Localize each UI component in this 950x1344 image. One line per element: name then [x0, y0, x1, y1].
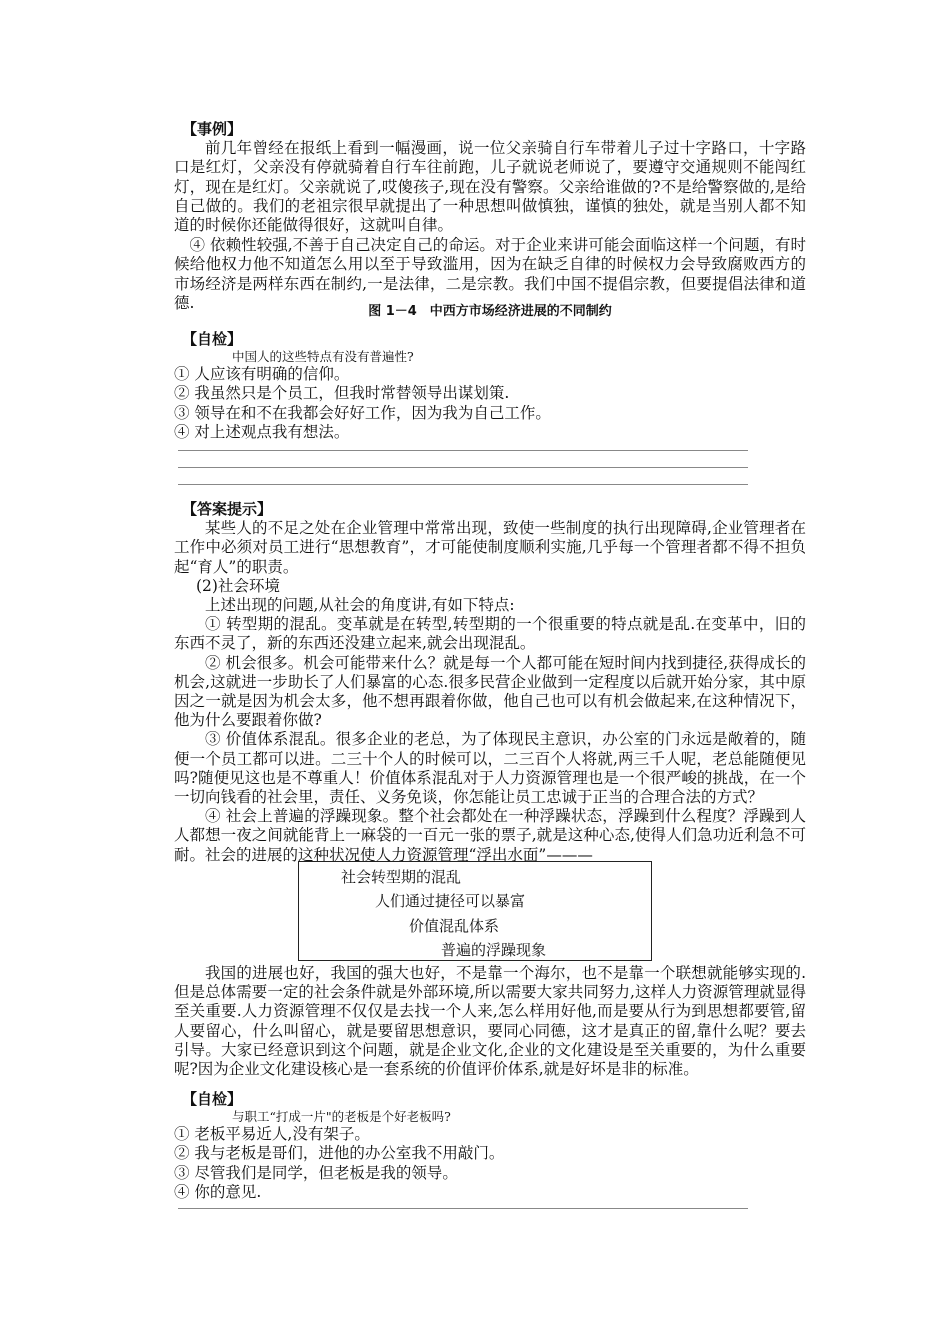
case-paragraph: 前几年曾经在报纸上看到一幅漫画，说一位父亲骑自行车带着儿子过十字路口，十字路口是红灯，父亲没有停就骑着自行车往前跑，儿子就说老师说了，要遵守交通规则不能闯红灯，现在是红灯。父亲就说了,哎傻孩子,现在没有警察。父亲给谁做的?不是给警察做的,是给自己做的。我们的老祖宗很早就提出了一种思想叫做慎独，谨慎的独处，就是当别人都不知道的时候你还能做得很好，这就叫自律。 [174, 139, 806, 235]
selfcheck-item: ③ 尽管我们是同学，但老板是我的领导。 [174, 1163, 458, 1182]
figure-caption: 图 1－4 中西方市场经济进展的不同制约 [368, 304, 612, 319]
case-paragraph-dependence: ④ 依赖性较强,不善于自己决定自己的命运。对于企业来讲可能会面临这样一个问题，有时候给他权力他不知道怎么用以至于导致滥用，因为在缺乏自律的时候权力会导致腐败西方的市场经济是两样东西在制约,一是法律，二是宗教。我们中国不提倡宗教，但要提倡法律和道德. [174, 236, 806, 312]
case-section [174, 120, 806, 313]
point-impetuosity: ④ 社会上普遍的浮躁现象。整个社会都处在一种浮躁状态，浮躁到什么程度？浮躁到人人都想一夜之间就能背上一麻袋的一百元一张的票子,就是这种心态,使得人们急功近利急不可耐。社会的进展的这种状况使人力资源管理“浮出水面”——— [174, 807, 806, 864]
selfcheck-section-2 [174, 1090, 806, 1202]
conclusion-section [174, 964, 806, 1079]
selfcheck-heading: 【自检】 [182, 330, 243, 348]
answer-line [178, 1208, 748, 1209]
point-value-chaos: ③ 价值体系混乱。很多企业的老总，为了体现民主意识，办公室的门永远是敞着的，随便一个员工都可以进。二三十个人的时候可以，二三百个人将就,两三千人呢，老总能随便见吗?随便见这也是不尊重人！价值体系混乱对于人力资源管理也是一个很严峻的挑战，在一个一切向钱看的社会里，责任、义务免谈，你怎能让员工忠诚于正当的合理合法的方式？ [174, 730, 806, 807]
answer-paragraph: 上述出现的问题,从社会的角度讲,有如下特点: [205, 596, 515, 615]
box-line: 人们通过捷径可以暴富 [375, 892, 526, 910]
case-heading: 【事例】 [182, 120, 243, 138]
selfcheck-item: ① 老板平易近人,没有架子。 [174, 1125, 370, 1144]
conclusion-paragraph: 我国的进展也好，我国的强大也好，不是靠一个海尔，也不是靠一个联想就能够实现的.但是总体需要一定的社会条件就是外部环境,所以需要大家共同努力,这样人力资源管理就显得至关重要.人力资源管理不仅仅是去找一个人来,怎么样用好他,而是要从行为到思想都要管,留人要留心，什么叫留心，就是要留思想意识，要同心同德，这才是真正的留,靠什么呢？要去引导。大家已经意识到这个问题，就是企业文化,企业的文化建设是至关重要的，为什么重要呢?因为企业文化建设核心是一套系统的价值评价体系,就是好坏是非的标准。 [174, 964, 806, 1079]
selfcheck-item: ① 人应该有明确的信仰。 [174, 365, 350, 384]
selfcheck-question: 中国人的这些特点有没有普遍性? [232, 349, 414, 365]
selfcheck-item: ④ 对上述观点我有想法。 [174, 422, 350, 441]
box-line: 价值混乱体系 [409, 917, 500, 935]
selfcheck-heading: 【自检】 [182, 1090, 243, 1108]
selfcheck-item: ③ 领导在和不在我都会好好工作，因为我为自己工作。 [174, 403, 551, 422]
selfcheck-item: ② 我与老板是哥们，进他的办公室我不用敲门。 [174, 1144, 505, 1163]
box-line: 社会转型期的混乱 [341, 868, 462, 886]
point-transition-chaos: ① 转型期的混乱。变革就是在转型,转型期的一个很重要的特点就是乱.在变革中，旧的东西不灵了，新的东西还没建立起来,就会出现混乱。 [174, 615, 806, 653]
selfcheck-item: ② 我虽然只是个员工，但我时常替领导出谋划策. [174, 384, 510, 403]
answer-line [178, 467, 748, 468]
answer-heading: 【答案提示】 [182, 500, 273, 518]
selfcheck-section-1 [174, 330, 806, 442]
selfcheck-question: 与职工“打成一片"的老板是个好老板吗? [232, 1109, 451, 1125]
selfcheck-item: ④ 你的意见. [174, 1182, 262, 1201]
point-opportunities: ② 机会很多。机会可能带来什么？就是每一个人都可能在短时间内找到捷径,获得成长的机会,这就进一步助长了人们暴富的心态.很多民营企业做到一定程度以后就开始分家，其中原因之一就是因为机会太多，他不想再跟着你做，他自己也可以有机会做起来,在这种情况下，他为什么要跟着你做? [174, 653, 806, 730]
answer-section [174, 500, 806, 865]
answer-line [178, 450, 748, 451]
answer-paragraph: 某些人的不足之处在企业管理中常常出现，致使一些制度的执行出现障碍,企业管理者在工作中必须对员工进行“思想教育”，才可能使制度顺利实施,几乎每一个管理者都不得不担负起“育人”的职责。 [174, 519, 806, 576]
subsection-title: (2)社会环境 [196, 576, 280, 595]
answer-line [178, 484, 748, 485]
summary-box [298, 861, 652, 961]
box-line: 普遍的浮躁现象 [441, 941, 547, 959]
